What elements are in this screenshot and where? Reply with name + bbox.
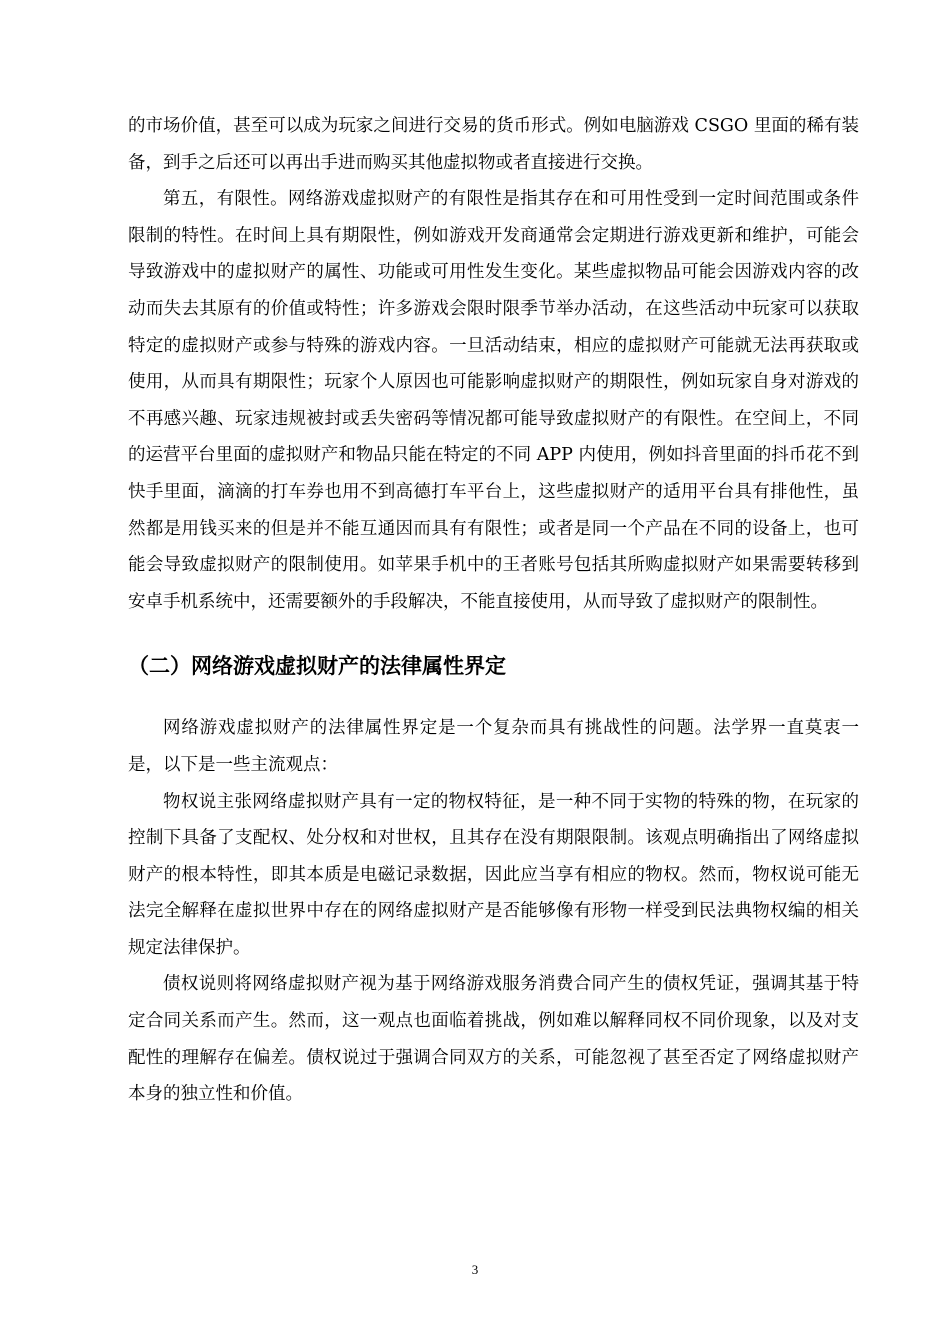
paragraph-property-right-theory: 物权说主张网络虚拟财产具有一定的物权特征，是一种不同于实物的特殊的物，在玩家的控制下具备了支配权、处分权和对世权，且其存在没有期限限制。该观点明确指出了网络虚拟财产的根本特性，即其本质是电磁记录数据，因此应当享有相应的物权。然而，物权说可能无法完全解释在虚拟世界中存在的网络虚拟财产是否能够像有形物一样受到民法典物权编的相关规定法律保护。 <box>128 791 859 958</box>
paragraph-finiteness: 第五，有限性。网络游戏虚拟财产的有限性是指其存在和可用性受到一定时间范围或条件限制的特性。在时间上具有期限性，例如游戏开发商通常会定期进行游戏更新和维护，可能会导致游戏中的虚拟财产的属性、功能或可用性发生变化。某些虚拟物品可能会因游戏内容的改动而失去其原有的价值或特性；许多游戏会限时限季节举办活动，在这些活动中玩家可以获取特定的虚拟财产或参与特殊的游戏内容。一旦活动结束，相应的虚拟财产可能就无法再获取或使用，从而具有期限性；玩家个人原因也可能影响虚拟财产的期限性，例如玩家自身对游戏的不再感兴趣、玩家违规被封或丢失密码等情况都可能导致虚拟财产的有限性。在空间上，不同的运营平台里面的虚拟财产和物品只能在特定的不同 APP 内使用，例如抖音里面的抖币花不到快手里面，滴滴的打车券也用不到高德打车平台上，这些虚拟财产的适用平台具有排他性，虽然都是用钱买来的但是并不能互通因而具有有限性；或者是同一个产品在不同的设备上，也可能会导致虚拟财产的限制使用。如苹果手机中的王者账号包括其所购虚拟财产如果需要转移到安卓手机系统中，还需要额外的手段解决，不能直接使用，从而导致了虚拟财产的限制性。 <box>128 189 859 612</box>
paragraph-legal-attribute-intro: 网络游戏虚拟财产的法律属性界定是一个复杂而具有挑战性的问题。法学界一直莫衷一是，以下是一些主流观点： <box>128 718 859 775</box>
page-number: 3 <box>471 1262 479 1277</box>
document-body <box>128 108 859 1113</box>
paragraph-market-value: 的市场价值，甚至可以成为玩家之间进行交易的货币形式。例如电脑游戏 CSGO 里面的稀有装备，到手之后还可以再出手进而购买其他虚拟物或者直接进行交换。 <box>128 116 859 173</box>
paragraph-creditor-right-theory: 债权说则将网络虚拟财产视为基于网络游戏服务消费合同产生的债权凭证，强调其基于特定合同关系而产生。然而，这一观点也面临着挑战，例如难以解释同权不同价现象，以及对支配性的理解存在偏差。债权说过于强调合同双方的关系，可能忽视了甚至否定了网络虚拟财产本身的独立性和价值。 <box>128 974 859 1105</box>
section-heading: （二）网络游戏虚拟财产的法律属性界定 <box>128 654 506 679</box>
